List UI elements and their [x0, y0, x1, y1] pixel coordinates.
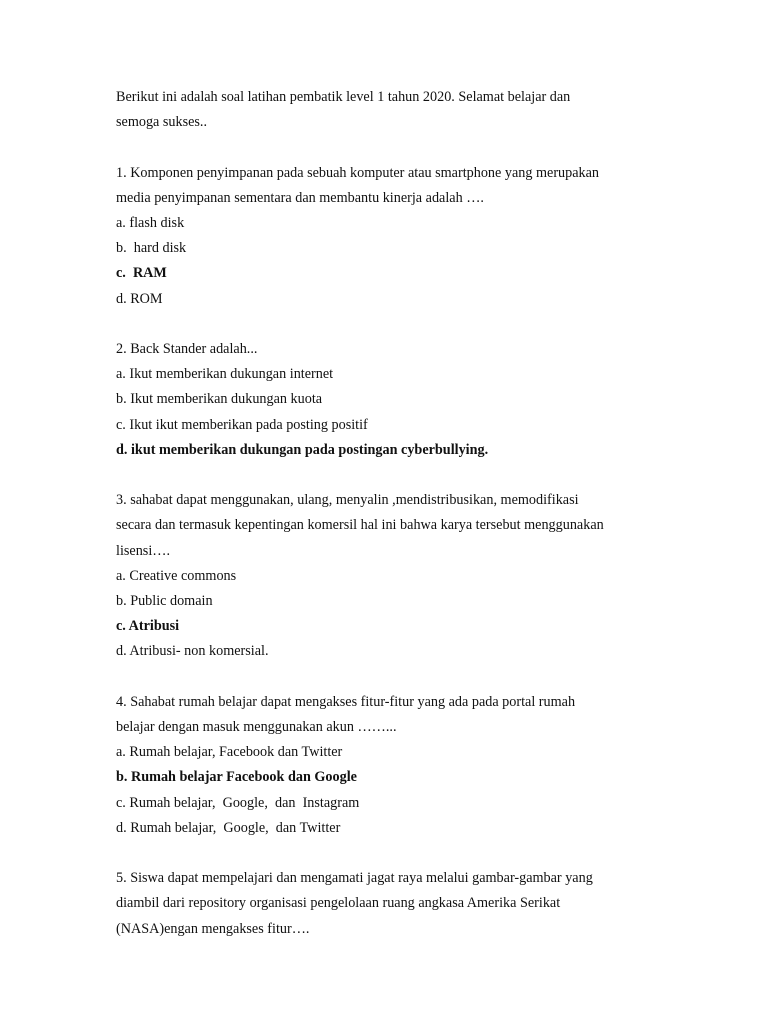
question-text: media penyimpanan sementara dan membantu kinerja adalah …. [116, 189, 484, 206]
question-text: diambil dari repository organisasi pengelolaan ruang angkasa Amerika Serikat [116, 895, 561, 912]
question-2 [116, 337, 676, 463]
question-text: 2. Back Stander adalah... [116, 341, 258, 357]
question-text: 3. sahabat dapat menggunakan, ulang, menyalin ,mendistribusikan, memodifikasi [116, 492, 579, 509]
question-4 [116, 690, 676, 841]
paragraph-gap [116, 665, 676, 690]
document-page [116, 85, 676, 942]
question-text: 4. Sahabat rumah belajar dapat mengakses fitur-fitur yang ada pada portal rumah [116, 693, 576, 710]
option-c-answer: c. RAM [116, 265, 167, 282]
question-text: belajar dengan masuk menggunakan akun ……... [116, 719, 397, 736]
question-text: 5. Siswa dapat mempelajari dan mengamati jagat raya melalui gambar-gambar yang [116, 870, 593, 887]
option-d-answer: d. ikut memberikan dukungan pada postingan cyberbullying. [116, 441, 489, 458]
option-d: d. Rumah belajar, Google, dan Twitter [116, 819, 341, 836]
paragraph-gap [116, 841, 676, 866]
option-b: b. Public domain [116, 593, 213, 610]
option-b: b. hard disk [116, 240, 187, 257]
question-1 [116, 161, 676, 312]
question-3 [116, 488, 676, 664]
option-c: c. Rumah belajar, Google, dan Instagram [116, 794, 360, 811]
intro-line: Berikut ini adalah soal latihan pembatik level 1 tahun 2020. Selamat belajar dan [116, 89, 571, 105]
option-d: d. ROM [116, 290, 163, 307]
question-text: (NASA)engan mengakses fitur…. [116, 920, 310, 937]
option-b: b. Ikut memberikan dukungan kuota [116, 391, 323, 408]
option-c: c. Ikut ikut memberikan pada posting positif [116, 416, 368, 433]
question-text: lisensi…. [116, 542, 170, 559]
option-c-answer: c. Atribusi [116, 618, 180, 635]
intro-line: semoga sukses.. [116, 114, 208, 131]
question-5 [116, 866, 676, 942]
option-a: a. Ikut memberikan dukungan internet [116, 366, 334, 383]
question-text: 1. Komponen penyimpanan pada sebuah komputer atau smartphone yang merupakan [116, 164, 600, 181]
option-a: a. flash disk [116, 215, 185, 231]
paragraph-gap [116, 312, 676, 337]
option-b-answer: b. Rumah belajar Facebook dan Google [116, 769, 357, 786]
paragraph-gap [116, 135, 676, 160]
option-a: a. Rumah belajar, Facebook dan Twitter [116, 744, 343, 761]
paragraph-gap [116, 463, 676, 488]
option-d: d. Atribusi- non komersial. [116, 643, 269, 660]
option-a: a. Creative commons [116, 567, 237, 584]
intro-paragraph [116, 85, 676, 135]
question-text: secara dan termasuk kepentingan komersil hal ini bahwa karya tersebut menggunakan [116, 517, 604, 534]
